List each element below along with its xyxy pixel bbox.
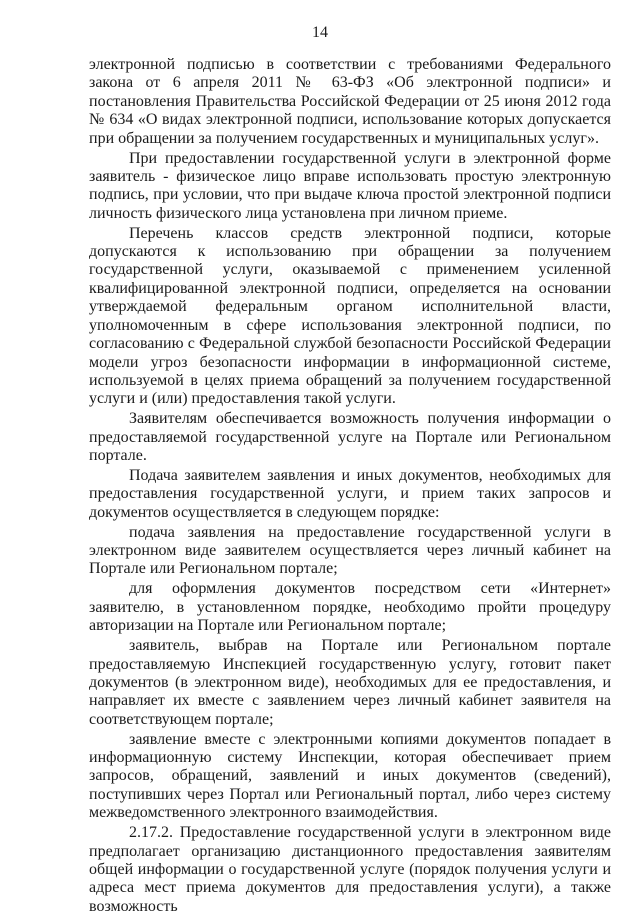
paragraph-signature-classes: Перечень классов средств электронной подписи, которые допускаются к использованию при обращении за получением государственной услуги, оказываемой с применением усиленной квалифицированной электронной подписи, определяется на основании утверждаемой федеральным органом исполнительной власти, уполномоченным в сфере использования электронной подписи, по согласованию с Федеральной службой безопасности Российской Федерации модели угроз безопасности информации в информационной системе, используемой в целях приема обращений за получением государственной услуги и (или) предоставления такой услуги. <box>89 224 611 408</box>
paragraph-authorization: для оформления документов посредством сети «Интернет» заявителю, в установленном порядке, необходимо пройти процедуру авторизации на Портале или Региональном портале; <box>89 580 611 635</box>
document-body <box>89 56 611 918</box>
page-number: 14 <box>312 24 328 41</box>
paragraph-information-access: Заявителям обеспечивается возможность получения информации о предоставляемой государственной услуге на Портале или Региональном портале. <box>89 410 611 465</box>
paragraph-personal-cabinet: подача заявления на предоставление государственной услуги в электронном виде заявителем осуществляется через личный кабинет на Портале или Региональном портале; <box>89 523 611 578</box>
paragraph-document-package: заявитель, выбрав на Портале или Региональном портале предоставляемую Инспекцией государственную услугу, готовит пакет документов (в электронном виде), необходимых для ее предоставления, и направляет их вместе с заявлением через личный кабинет заявителя на соответствующем портале; <box>89 637 611 728</box>
paragraph-signature-law: электронной подписью в соответствии с требованиями Федерального закона от 6 апреля 2011 № 63-ФЗ «Об электронной подписи» и постановления Правительства Российской Федерации от 25 июня 2012 года № 634 «О видах электронной подписи, использование которых допускается при обращении за получением государственных и муниципальных услуг». <box>89 56 611 147</box>
paragraph-information-system: заявление вместе с электронными копиями документов попадает в информационную систему Инспекции, которая обеспечивает прием запросов, обращений, заявлений и иных документов (сведений), поступивших через Портал или Региональный портал, либо через систему межведомственного электронного взаимодействия. <box>89 730 611 822</box>
paragraph-submission-order: Подача заявителем заявления и иных документов, необходимых для предоставления государственной услуги, и прием таких запросов и документов осуществляется в следующем порядке: <box>89 466 611 521</box>
paragraph-simple-signature: При предоставлении государственной услуги в электронной форме заявитель - физическое лицо вправе использовать простую электронную подпись, при условии, что при выдаче ключа простой электронной подписи личность физического лица установлена при личном приеме. <box>89 149 611 222</box>
paragraph-section-2-17-2: 2.17.2. Предоставление государственной услуги в электронном виде предполагает организацию дистанционного предоставления заявителям общей информации о государственной услуге (порядок получения услуги и адреса мест приема документов для предоставления услуги), а также возможность <box>89 824 611 915</box>
